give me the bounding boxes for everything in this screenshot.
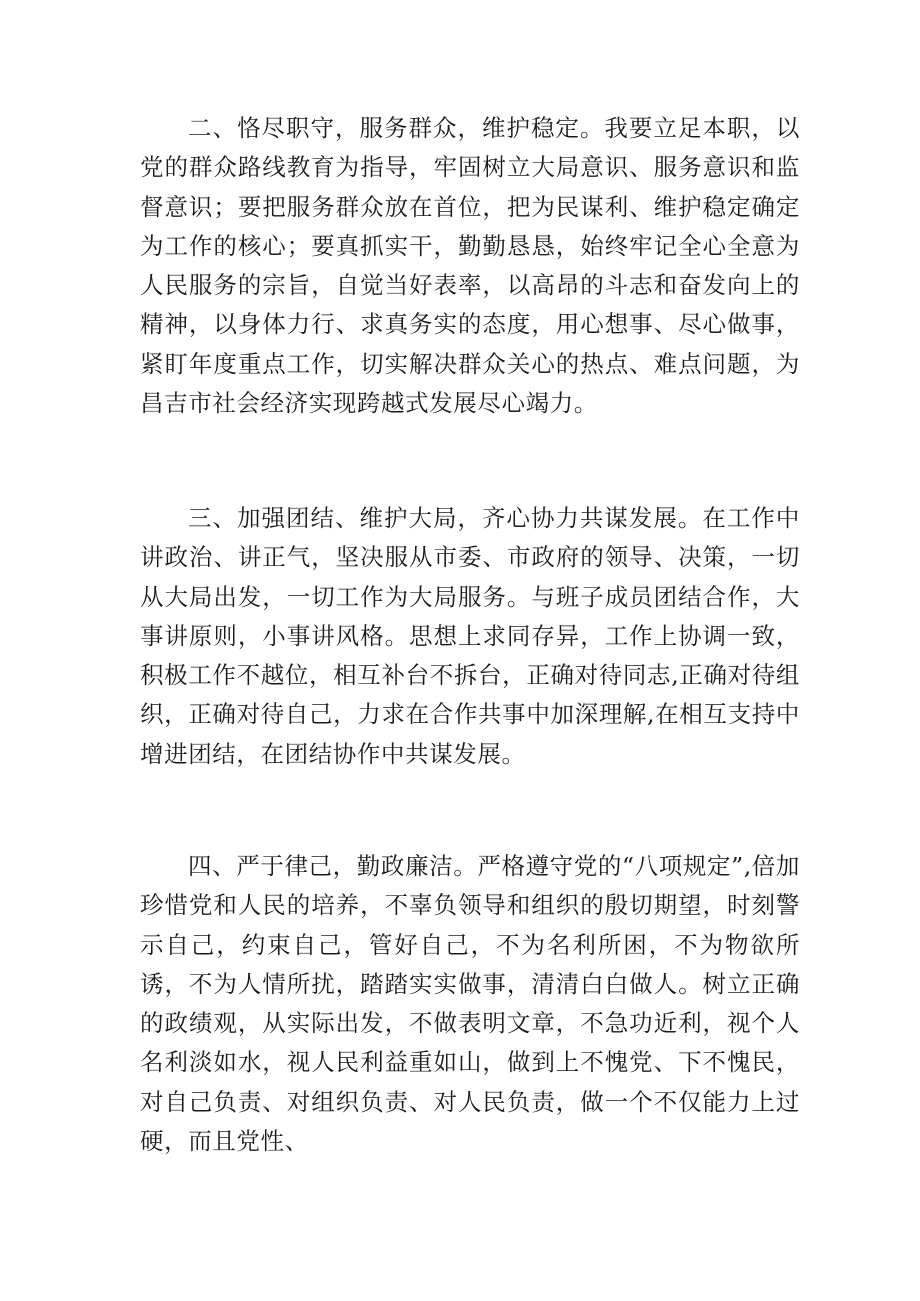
paragraph-duty-service: 二、恪尽职守，服务群众，维护稳定。我要立足本职，以党的群众路线教育为指导，牢固树立大局意识、服务意识和监督意识；要把服务群众放在首位，把为民谋利、维护稳定确定为工作的核心；要真抓实干，勤勤恳恳，始终牢记全心全意为人民服务的宗旨，自觉当好表率，以高昂的斗志和奋发向上的精神，以身体力行、求真务实的态度，用心想事、尽心做事，紧盯年度重点工作，切实解决群众关心的热点、难点问题，为昌吉市社会经济实现跨越式发展尽心竭力。 [140,114,800,418]
paragraph-unity-development: 三、加强团结、维护大局，齐心协力共谋发展。在工作中讲政治、讲正气，坚决服从市委、市政府的领导、决策，一切从大局出发，一切工作为大局服务。与班子成员团结合作，大事讲原则，小事讲风格。思想上求同存异，工作上协调一致，积极工作不越位，相互补台不拆台，正确对待同志,正确对待组织，正确对待自己，力求在合作共事中加深理解,在相互支持中增进团结，在团结协作中共谋发展。 [140,504,800,768]
paragraph-self-discipline: 四、严于律己，勤政廉洁。严格遵守党的“八项规定”,倍加珍惜党和人民的培养，不辜负领导和组织的殷切期望，时刻警示自己，约束自己，管好自己，不为名利所困，不为物欲所诱，不为人情所扰，踏踏实实做事，清清白白做人。树立正确的政绩观，从实际出发，不做表明文章，不急功近利，视个人名利淡如水，视人民利益重如山，做到上不愧党、下不愧民，对自己负责、对组织负责、对人民负责，做一个不仅能力上过硬，而且党性、 [140,852,800,1156]
